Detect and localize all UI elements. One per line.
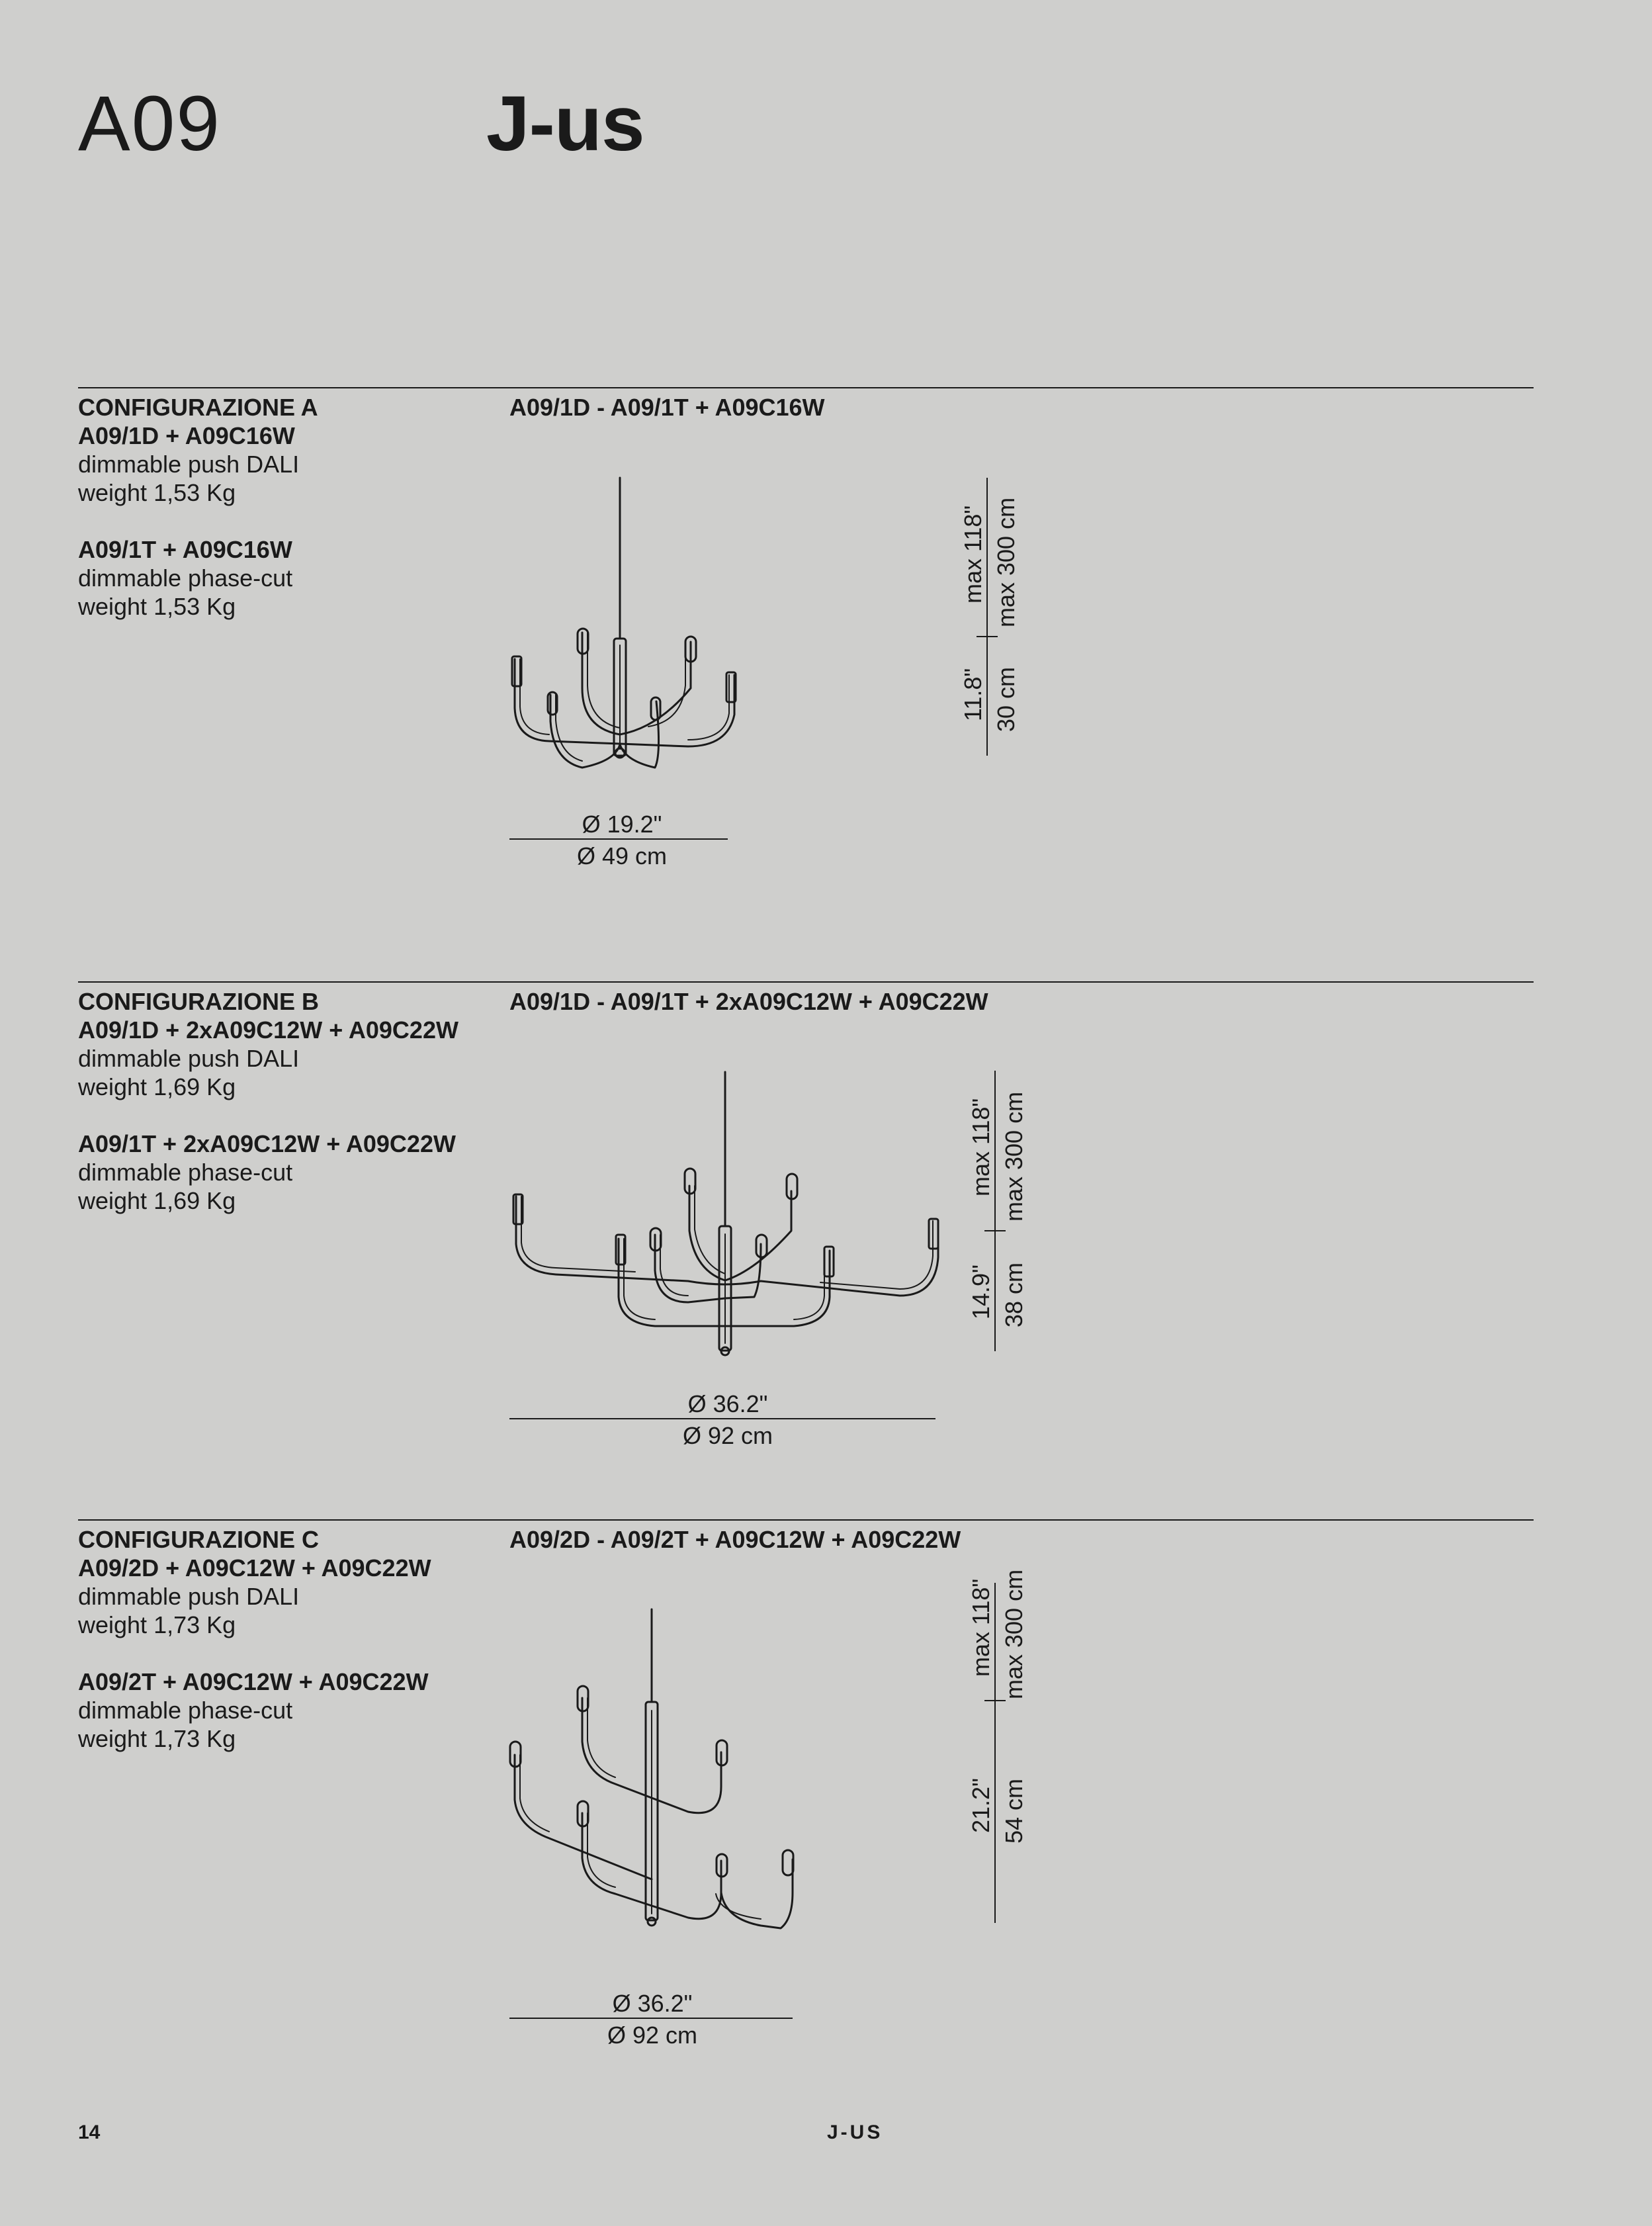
dim-max-inch: max 118" (967, 1098, 994, 1196)
variant-control: dimmable push DALI (78, 1045, 300, 1072)
dim-height-inch: 21.2" (967, 1778, 994, 1833)
dim-diameter-inch: Ø 36.2" (612, 1990, 693, 2017)
variant-code: A09/2D + A09C12W + A09C22W (78, 1554, 431, 1581)
variant-weight: weight 1,69 Kg (78, 1073, 236, 1100)
variant-code: A09/1D + 2xA09C12W + A09C22W (78, 1016, 458, 1044)
dim-height-cm: 38 cm (1000, 1262, 1027, 1327)
config-title: CONFIGURAZIONE B (78, 988, 319, 1015)
variant-weight: weight 1,53 Kg (78, 479, 236, 506)
dim-height-cm: 54 cm (1000, 1778, 1027, 1844)
dim-diameter-cm: Ø 49 cm (576, 842, 668, 869)
dim-height-inch: 11.8" (959, 668, 986, 721)
variant-weight: weight 1,73 Kg (78, 1611, 236, 1638)
config-title: CONFIGURAZIONE C (78, 1526, 319, 1553)
dim-diameter-cm: Ø 92 cm (607, 2022, 698, 2049)
variant-weight: weight 1,53 Kg (78, 593, 236, 620)
dim-max-cm: max 300 cm (1000, 1091, 1027, 1222)
variant-control: dimmable push DALI (78, 1583, 300, 1610)
variant-code: A09/1T + A09C16W (78, 536, 292, 563)
variant-control: dimmable push DALI (78, 451, 300, 478)
dim-max-cm: max 300 cm (992, 497, 1020, 627)
page-number: 14 (78, 2121, 101, 2143)
variant-code: A09/2T + A09C12W + A09C22W (78, 1668, 429, 1695)
dim-diameter-cm: Ø 92 cm (682, 1422, 773, 1449)
dim-diameter-inch: Ø 36.2" (687, 1390, 768, 1417)
variant-code: A09/1T + 2xA09C12W + A09C22W (78, 1130, 456, 1157)
dim-diameter-inch: Ø 19.2" (582, 811, 662, 838)
config-heading: A09/2D - A09/2T + A09C12W + A09C22W (509, 1526, 961, 1553)
config-heading: A09/1D - A09/1T + 2xA09C12W + A09C22W (509, 988, 988, 1015)
variant-control: dimmable phase-cut (78, 564, 293, 592)
product-name: J-us (486, 80, 644, 167)
dim-height-cm: 30 cm (992, 666, 1020, 732)
dim-max-cm: max 300 cm (1000, 1569, 1027, 1699)
dim-max-inch: max 118" (959, 505, 986, 603)
variant-control: dimmable phase-cut (78, 1159, 293, 1186)
variant-control: dimmable phase-cut (78, 1697, 293, 1724)
variant-code: A09/1D + A09C16W (78, 422, 295, 449)
dim-height-inch: 14.9" (967, 1265, 994, 1319)
variant-weight: weight 1,69 Kg (78, 1187, 236, 1214)
chandelier-illustration (510, 1609, 793, 1928)
variant-weight: weight 1,73 Kg (78, 1725, 236, 1752)
config-heading: A09/1D - A09/1T + A09C16W (509, 394, 825, 421)
dim-max-inch: max 118" (967, 1578, 994, 1677)
footer-product-name: J-US (827, 2121, 883, 2143)
product-code: A09 (78, 80, 221, 167)
config-title: CONFIGURAZIONE A (78, 394, 318, 421)
